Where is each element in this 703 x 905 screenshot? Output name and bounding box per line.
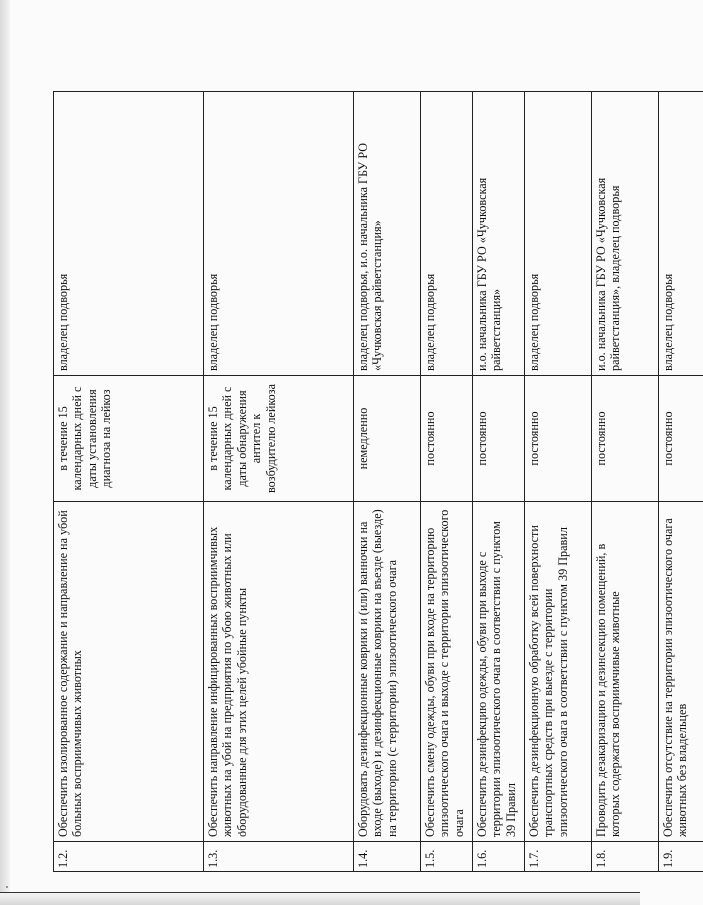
measures-table bbox=[53, 91, 703, 872]
row-action: Обеспечить изолированное содержание и направление на убой больных восприимчивых животных bbox=[54, 502, 204, 842]
row-action: Обеспечить дезинфекцию одежды, обуви при выходе с территории эпизоотического очага в соответствии с пунктом 39 Правил bbox=[473, 502, 525, 842]
row-responsible: владелец подворья bbox=[421, 92, 473, 376]
scan-bottom-shadow bbox=[0, 893, 640, 905]
row-deadline: в течение 15 календарных дней с даты обнаружения антител к возбудителю лейкоза bbox=[204, 376, 354, 502]
table-row bbox=[473, 92, 525, 872]
rotated-document bbox=[53, 92, 690, 872]
row-deadline: в течение 15 календарных дней с даты установления диагноза на лейкоз bbox=[54, 376, 204, 502]
table-row bbox=[421, 92, 473, 872]
table-row bbox=[525, 92, 592, 872]
row-action: Обеспечить направление инфицированных восприимчивых животных на убой на предприятия по убою животных или оборудованные для этих целей убойные пункты bbox=[204, 502, 354, 842]
table-row bbox=[659, 92, 703, 872]
row-responsible: владелец подворья bbox=[204, 92, 354, 376]
row-number: 1.6. bbox=[473, 842, 525, 872]
row-action: Обеспечить дезинфекционную обработку всей поверхности транспортных средств при выезде с территории эпизоотического очага в соответствии с пунктом 39 Правил bbox=[525, 502, 592, 842]
row-number: 1.9. bbox=[659, 842, 703, 872]
row-deadline: постоянно bbox=[473, 376, 525, 502]
row-action: Проводить дезакаризацию и дезинсекцию помещений, в которых содержатся восприимчивые животные bbox=[592, 502, 659, 842]
row-number: 1.3. bbox=[204, 842, 354, 872]
row-deadline: постоянно bbox=[592, 376, 659, 502]
row-responsible: владелец подворья bbox=[54, 92, 204, 376]
row-responsible: владелец подворья bbox=[659, 92, 703, 376]
row-deadline: постоянно bbox=[525, 376, 592, 502]
row-action: Обеспечить отсутствие на территории эпизоотического очага животных без владельцев bbox=[659, 502, 703, 842]
table-row bbox=[592, 92, 659, 872]
row-deadline: постоянно bbox=[659, 376, 703, 502]
row-action: Обеспечить смену одежды, обуви при входе на территорию эпизоотического очага и выходе с территории эпизоотического очага bbox=[421, 502, 473, 842]
row-responsible: и.о. начальника ГБУ РО «Чучковская райветстанция» bbox=[473, 92, 525, 376]
table-row bbox=[204, 92, 354, 872]
row-deadline: немедленно bbox=[354, 376, 421, 502]
row-number: 1.7. bbox=[525, 842, 592, 872]
row-number: 1.2. bbox=[54, 842, 204, 872]
table-row bbox=[54, 92, 204, 872]
row-number: 1.8. bbox=[592, 842, 659, 872]
row-action: Оборудовать дезинфекционные коврики и (или) ванночки на входе (выходе) и дезинфекционные коврики на въезде (выезде) на территорию (с территории) эпизоотического очага bbox=[354, 502, 421, 842]
scan-edge-shadow bbox=[0, 0, 10, 905]
row-responsible: и.о. начальника ГБУ РО «Чучковская райветстанция», владелец подворья bbox=[592, 92, 659, 376]
scan-speck bbox=[6, 886, 8, 888]
row-responsible: владелец подворья bbox=[525, 92, 592, 376]
row-number: 1.5. bbox=[421, 842, 473, 872]
row-responsible: владелец подворья, и.о. начальника ГБУ РО «Чучковская райветстанция» bbox=[354, 92, 421, 376]
table-row bbox=[354, 92, 421, 872]
row-number: 1.4. bbox=[354, 842, 421, 872]
row-deadline: постоянно bbox=[421, 376, 473, 502]
